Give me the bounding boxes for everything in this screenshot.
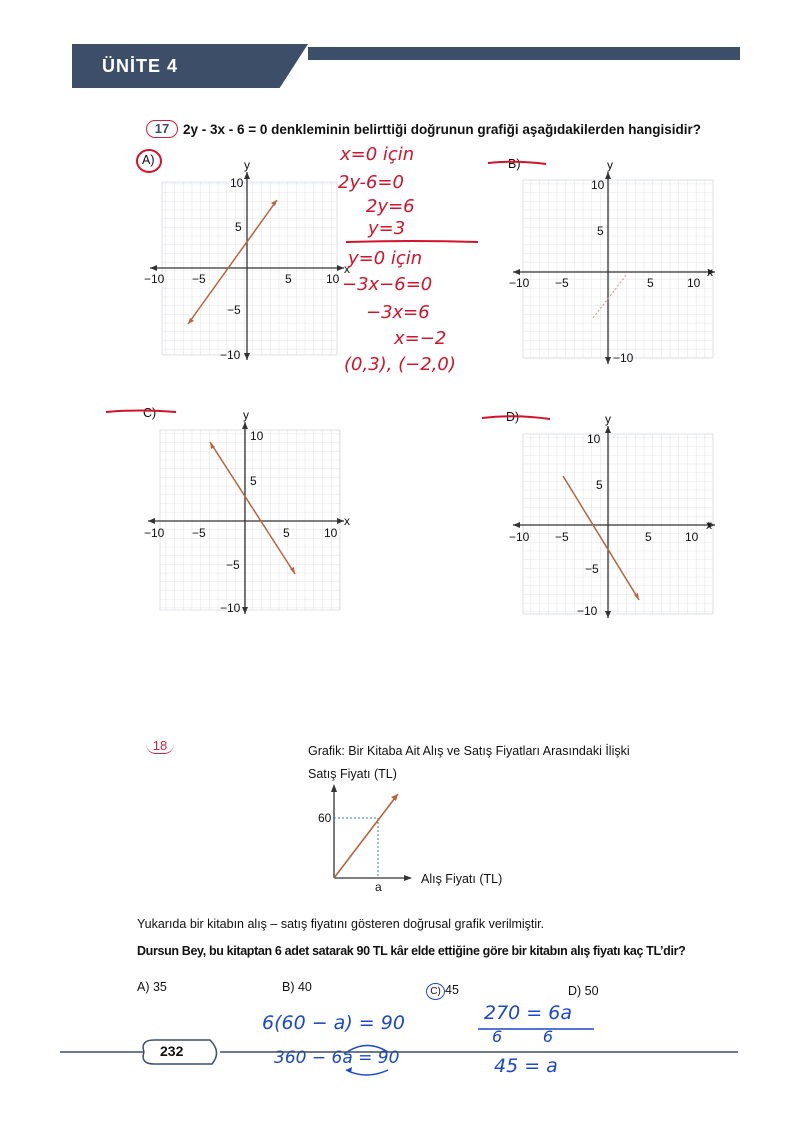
option-b-label: B) [508,157,521,171]
work17-line8: x=−2 [394,328,447,349]
chart-x-arrow [404,875,412,881]
graph-b-tick-x5: 5 [647,276,654,290]
option-c-label: C) [143,406,157,420]
chart-y-tick-60: 60 [318,811,332,825]
graph-c-x-label: x [344,514,350,528]
chart-title: Grafik: Bir Kitaba Ait Alış ve Satış Fiyatları Arasındaki İlişki [308,744,630,758]
graph-a-tick-x10: 10 [326,272,340,286]
graph-a-tick-xneg10: −10 [144,272,165,286]
graph-c-tick-y10: 10 [250,429,264,443]
graph-c-tick-xneg5: −5 [192,526,206,540]
graph-a [140,158,350,363]
work18-line1: 6(60 − a) = 90 [262,1012,405,1034]
graph-d-tick-y10: 10 [587,432,601,446]
question-18-number: 18 [146,738,174,754]
graph-d-tick-x10: 10 [685,530,699,544]
graph-d-tick-yneg10: −10 [577,604,598,618]
unit-banner-strip [308,47,740,60]
work17-line2: 2y-6=0 [338,172,404,193]
work17-line9: (0,3), (−2,0) [344,354,456,375]
work17-line7: −3x=6 [366,302,430,323]
work17-line3: 2y=6 [366,196,415,217]
graph-c-tick-x5: 5 [283,526,290,540]
graph-b-tick-yneg10: −10 [613,351,634,365]
option-d-label: D) [506,410,520,424]
q18-option-c-circle: C) [426,983,445,1000]
question-18-text1: Yukarıda bir kitabın alış – satış fiyatını gösteren doğrusal grafik verilmiştir. [137,917,545,931]
q18-option-c-value: 45 [445,983,459,997]
chart-xlabel: Alış Fiyatı (TL) [421,872,503,886]
chart-series-arrowhead [391,794,398,801]
graph-b-tick-xneg10: −10 [509,276,530,290]
graph-a-y-label: y [244,158,250,172]
work18-line2: 360 − 6a = 90 [274,1048,400,1068]
unit-title: ÜNİTE 4 [102,56,179,76]
graph-a-tick-yneg5: −5 [227,303,241,317]
graph-d-tick-xneg10: −10 [509,530,530,544]
graph-b [505,158,720,368]
graph-c-tick-x10: 10 [324,526,338,540]
graph-a-tick-y10: 10 [230,176,244,190]
graph-d-tick-x5: 5 [645,530,652,544]
graph-d-y-label: y [605,412,611,426]
q18-option-a: A) 35 [137,980,167,994]
work17-line1: x=0 için [340,144,415,165]
graph-c [140,408,350,618]
work17-divider [344,238,480,246]
option-a-label: A) [142,153,155,167]
graph-a-x-label: x [344,262,350,276]
graph-a-tick-x5: 5 [285,272,292,286]
graph-d-tick-y5: 5 [596,478,603,492]
q18-option-d: D) 50 [568,984,599,998]
graph-b-tick-y5: 5 [597,224,604,238]
page-number: 232 [160,1043,184,1059]
unit-banner [72,44,740,88]
graph-a-tick-xneg5: −5 [192,272,206,286]
graph-d-x-label: x [706,518,712,532]
work18-denominators: 6 6 [492,1027,554,1046]
chart-series-line [334,794,398,878]
graph-b-tick-x10: 10 [687,276,701,290]
graph-c-tick-y5: 5 [250,474,257,488]
graph-c-tick-yneg5: −5 [226,558,240,572]
work17-line4: y=3 [368,218,406,239]
graph-c-tick-yneg10: −10 [220,601,241,615]
graph-a-tick-yneg10: −10 [220,348,241,362]
graph-d-tick-yneg5: −5 [585,562,599,576]
graph-d-tick-xneg5: −5 [555,530,569,544]
graph-b-x-label: x [707,265,713,279]
graph-b-y-label: y [607,158,613,172]
graph-c-tick-xneg10: −10 [144,526,165,540]
chart-x-tick-a: a [375,880,382,894]
chart-ylabel: Satış Fiyatı (TL) [308,767,397,781]
graph-c-y-label: y [243,408,249,422]
graph-b-tick-y10: 10 [591,178,605,192]
graph-a-tick-y5: 5 [235,220,242,234]
price-chart [300,782,420,892]
chart-y-arrow [331,784,337,792]
work18-line3: 270 = 6a [484,1002,572,1024]
question-17-number: 17 [146,120,178,138]
work17-line6: −3x−6=0 [342,274,433,295]
work17-line5: y=0 için [348,248,423,269]
q18-option-c [426,983,459,1000]
work18-line4: 45 = a [494,1055,558,1077]
q18-option-b: B) 40 [282,980,312,994]
graph-d [505,412,720,622]
graph-b-tick-xneg5: −5 [555,276,569,290]
question-18-text2: Dursun Bey, bu kitaptan 6 adet satarak 90 TL kâr elde ettiğine göre bir kitabın alış fiyatı kaç TL’dir? [137,944,686,958]
question-17-text: 2y - 3x - 6 = 0 denkleminin belirttiği doğrunun grafiği aşağıdakilerden hangisidir? [183,122,701,137]
